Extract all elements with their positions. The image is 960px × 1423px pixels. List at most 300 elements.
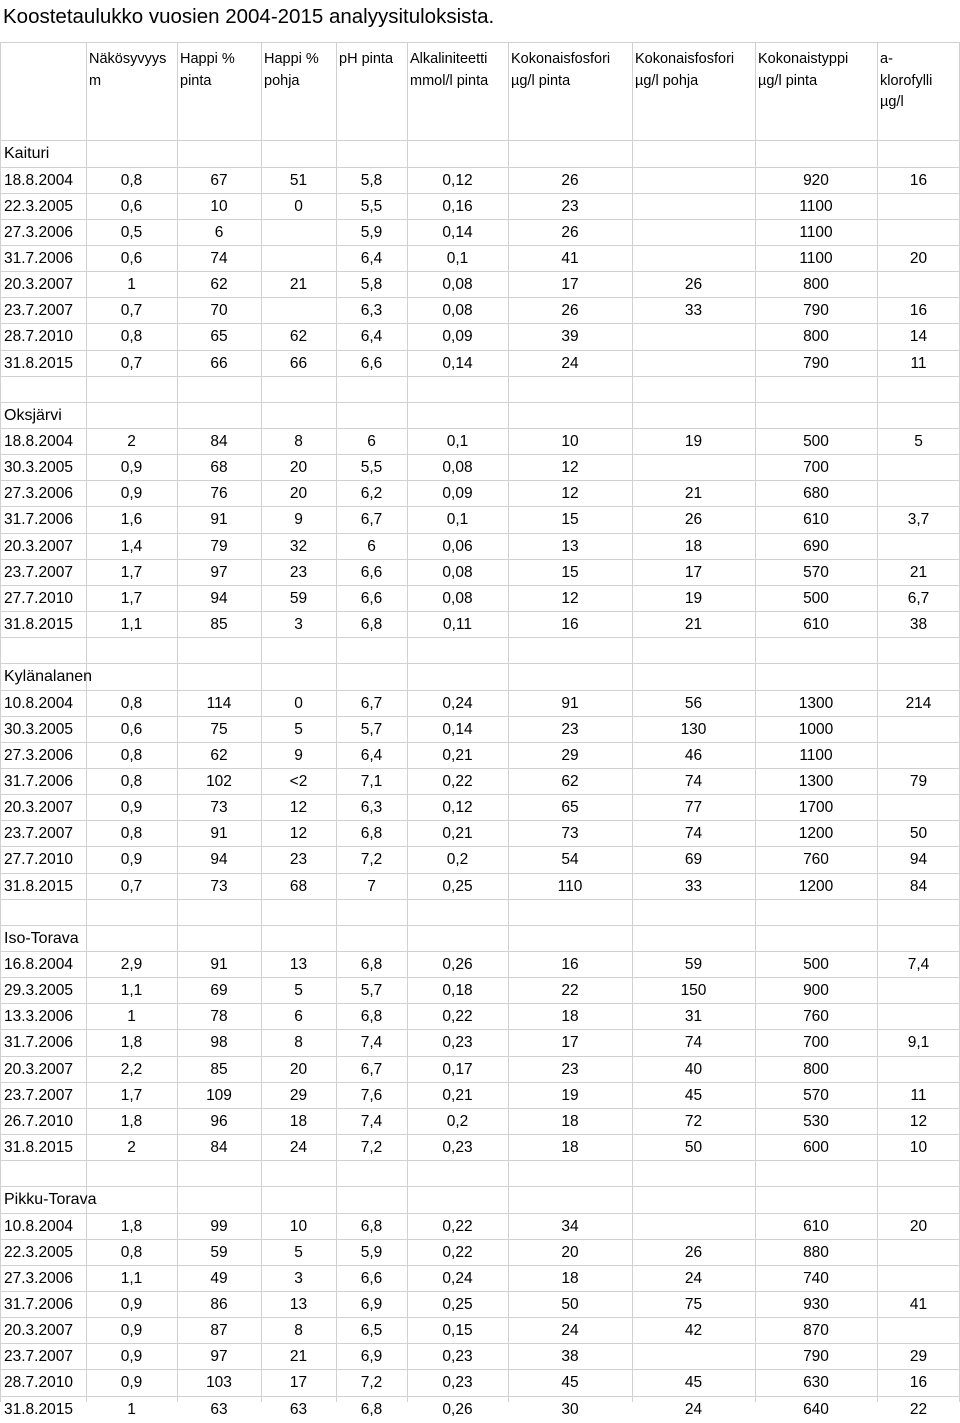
table-cell: 78 [210,1008,228,1026]
table-cell: 6,5 [360,1322,383,1340]
lake-name: Pikku-Torava [4,1191,97,1209]
row-date: 28.7.2010 [4,1374,73,1392]
table-cell: 1,6 [120,511,143,529]
column-header [180,49,260,92]
row-date: 16.8.2004 [4,956,73,973]
table-cell: 79 [909,772,928,790]
column-header-line: pinta [180,72,212,89]
row-date: 10.8.2004 [4,1217,73,1235]
row-date: 27.3.2006 [4,1269,73,1287]
table-cell: 75 [684,1295,703,1313]
table-cell: 18 [561,1269,579,1287]
table-cell: 24 [684,1269,703,1287]
table-cell: 1700 [798,799,834,817]
row-date: 20.3.2007 [4,1060,73,1078]
table-cell: 0,7 [120,302,143,320]
table-cell: 0,08 [442,589,473,607]
table-cell: 69 [210,982,228,1000]
table-cell: 76 [210,485,228,503]
table-cell: 2,2 [120,1060,143,1078]
table-cell: 9 [294,746,303,764]
table-cell: 50 [684,1139,703,1157]
column-header-line: µg/l [880,94,904,110]
table-cell: 6,8 [360,1400,383,1418]
table-cell: 8 [294,1322,303,1340]
table-cell: 0,9 [120,459,143,477]
column-header-line: Alkaliniteetti [410,51,488,67]
column-header-line: a- [880,51,893,67]
column-header-line: µg/l pohja [635,72,699,89]
table-cell: 3 [294,616,303,634]
row-date: 22.3.2005 [4,1243,73,1261]
table-cell: 94 [210,851,228,869]
table-cell: 67 [210,171,228,189]
table-cell: 1,7 [120,1086,143,1104]
table-cell: 0,08 [442,302,473,320]
table-cell: 20 [289,485,308,503]
row-date: 20.3.2007 [4,537,73,555]
table-cell: 0,7 [120,877,143,895]
table-cell: 63 [210,1400,228,1418]
row-date: 31.8.2015 [4,1139,73,1157]
table-cell: 0,9 [120,1374,143,1392]
table-cell: 74 [210,249,228,267]
table-cell: 50 [909,825,928,843]
table-cell: 5,7 [360,720,383,738]
column-header [89,49,176,92]
table-cell: 23 [289,563,308,581]
table-cell: 30 [561,1400,579,1418]
row-date: 27.7.2010 [4,589,73,607]
row-date: 31.7.2006 [4,249,73,267]
table-cell: 10 [289,1217,308,1235]
table-cell: 39 [561,328,579,346]
table-cell: 2 [127,433,136,450]
table-cell: 42 [684,1322,703,1340]
table-cell: 74 [684,825,703,843]
table-cell: 26 [684,276,703,294]
table-cell: 20 [561,1243,579,1261]
table-cell: 1,1 [120,616,143,634]
table-cell: 6,2 [360,485,383,503]
table-cell: 880 [803,1243,829,1261]
table-cell: 0,6 [120,720,143,738]
table-cell: 690 [803,537,829,555]
table-cell: 130 [680,720,707,738]
table-cell: 49 [210,1269,228,1287]
table-cell: 12 [561,459,579,477]
column-header-line: Kokonaistyppi [758,51,849,67]
table-cell: 0,6 [120,197,143,215]
table-cell: 0,5 [120,223,143,241]
table-cell: 33 [684,302,703,320]
table-cell: 84 [210,1139,228,1157]
row-date: 26.7.2010 [4,1112,73,1130]
table-cell: 65 [561,799,579,817]
table-cell: 16 [561,616,579,634]
table-cell: 0,08 [442,563,473,581]
table-cell: 6,6 [360,589,383,607]
table-cell: 0,09 [442,485,473,503]
table-cell: 700 [803,459,829,477]
row-date: 31.8.2015 [4,1400,73,1418]
table-cell: 97 [210,563,228,581]
table-cell: 21 [289,1348,308,1366]
table-cell: 110 [557,877,583,895]
table-cell: 22 [561,982,579,1000]
column-header [758,49,876,92]
column-header-line: µg/l pinta [511,72,571,89]
table-cell: 0,25 [442,1295,473,1313]
table-cell: 7,2 [360,1139,383,1157]
column-header-line: pH pinta [339,51,394,67]
table-cell: 2 [127,1139,136,1157]
table-cell: 6 [367,537,376,555]
table-cell: 0,9 [120,799,143,817]
table-cell: 0,2 [446,1112,469,1130]
table-cell: 3 [294,1269,303,1287]
table-cell: 6 [294,1008,303,1026]
table-cell: 41 [561,249,579,267]
row-date: 30.3.2005 [4,720,73,738]
row-date: 31.7.2006 [4,1034,73,1052]
table-cell: 19 [561,1086,579,1104]
table-cell: 0,23 [442,1374,473,1392]
table-cell: 7,2 [360,851,383,869]
table-cell: 29 [561,746,579,764]
table-cell: 680 [803,485,829,503]
table-cell: 0,23 [442,1139,473,1157]
table-cell: 98 [210,1034,228,1052]
table-cell: 91 [210,511,228,529]
table-cell: 26 [561,302,579,320]
table-cell: 610 [803,1217,829,1235]
table-cell: 0,22 [442,772,473,790]
table-cell: 85 [210,616,228,634]
table-cell: 17 [561,276,579,294]
table-cell: 2,9 [120,956,143,973]
table-cell: 6,6 [360,1269,383,1287]
table-cell: 0,26 [442,1400,473,1418]
column-header-line: Näkösyvyys [89,51,167,67]
lake-name: Kylänalanen [4,668,93,686]
table-cell: 5 [294,982,303,1000]
table-cell: 54 [561,851,579,869]
table-cell: 0,21 [442,1086,473,1104]
table-cell: 7 [367,877,376,895]
table-cell: 6,7 [907,589,930,607]
table-cell: 6,7 [360,694,383,712]
table-cell: 150 [680,982,707,1000]
column-header-line: Happi % [180,51,235,67]
table-cell: 790 [803,354,829,372]
table-cell: 0,14 [442,720,473,738]
table-cell: 1100 [799,223,833,241]
row-date: 20.3.2007 [4,799,73,817]
table-cell: 6,8 [360,825,383,843]
table-cell: 640 [803,1400,829,1418]
table-cell: 12 [561,485,579,503]
table-cell: 0,24 [442,1269,473,1287]
table-cell: 1,8 [120,1217,143,1235]
column-header-line: m [89,72,102,89]
table-cell: 0,18 [442,982,473,1000]
table-cell: 0,12 [442,799,473,817]
row-date: 23.7.2007 [4,1348,73,1366]
table-cell: 1,8 [120,1112,143,1130]
row-date: 27.3.2006 [4,485,73,503]
table-cell: 0,9 [120,1348,143,1366]
table-cell: 630 [803,1374,829,1392]
row-date: 18.8.2004 [4,433,73,450]
column-header [635,49,754,92]
table-cell: 0,08 [442,276,473,294]
table-cell: 0,9 [120,1295,143,1313]
table-cell: 6,8 [360,1008,383,1026]
table-cell: 9 [294,511,303,529]
table-cell: 0,7 [120,354,143,372]
column-header-line: mmol/l pinta [410,72,489,89]
table-cell: 18 [561,1112,579,1130]
table-cell: 0,12 [442,171,473,189]
table-cell: 610 [803,511,829,529]
table-cell: 73 [210,877,228,895]
table-cell: 5,9 [360,223,383,241]
table-cell: 18 [561,1008,579,1026]
table-cell: 500 [803,589,829,607]
table-cell: 21 [909,563,928,581]
table-cell: 7,2 [360,1374,383,1392]
table-cell: 26 [561,223,579,241]
table-cell: 7,4 [907,956,930,973]
column-header [410,49,507,92]
table-cell: 0,8 [120,746,143,764]
table-cell: 1100 [799,746,833,764]
table-cell: 17 [684,563,703,581]
column-header [511,49,631,92]
table-cell: 800 [803,1060,829,1078]
row-date: 23.7.2007 [4,1086,73,1104]
table-cell: 34 [561,1217,579,1235]
table-cell: 0,21 [442,825,473,843]
table-cell: 0,2 [446,851,469,869]
table-cell: 9,1 [907,1034,930,1052]
column-header-line: Kokonaisfosfori [511,51,611,67]
table-cell: 75 [210,720,228,738]
table-cell: 8 [294,1034,303,1052]
table-cell: 74 [684,772,703,790]
table-cell: 6,4 [360,328,383,346]
table-cell: 870 [803,1322,829,1340]
table-cell: 59 [210,1243,228,1261]
table-cell: 6 [214,223,224,241]
row-date: 31.7.2006 [4,511,73,529]
table-cell: 6,6 [360,563,383,581]
table-cell: 15 [561,563,579,581]
table-cell: 6,3 [360,799,383,817]
table-cell: 13 [561,537,579,555]
table-cell: 23 [289,851,308,869]
table-cell: 1,1 [120,1269,143,1287]
table-cell: 56 [684,694,703,712]
row-date: 22.3.2005 [4,197,73,215]
row-date: 31.7.2006 [4,772,73,790]
table-cell: 500 [803,956,829,973]
table-cell: 5,5 [360,459,383,477]
table-cell: 96 [210,1112,228,1130]
table-cell: 72 [684,1112,703,1130]
table-cell: 5 [294,1243,303,1261]
table-cell: 10 [210,197,228,215]
table-cell: 0,1 [446,511,469,529]
table-cell: 3,7 [907,511,930,529]
table-cell: 790 [803,302,829,320]
column-header-line: Kokonaisfosfori [635,51,735,67]
table-cell: 6,7 [360,1060,383,1078]
table-cell: 7,6 [360,1086,383,1104]
table-cell: 21 [684,616,703,634]
table-cell: 46 [684,746,703,764]
table-cell: 62 [210,276,228,294]
table-cell: 10 [561,433,579,450]
table-cell: 920 [803,171,829,189]
table-cell: 24 [289,1139,308,1157]
lake-name: Kaituri [4,145,50,163]
table-cell: 6,8 [360,616,383,634]
column-header-line: klorofylli [880,72,933,89]
row-date: 10.8.2004 [4,694,73,712]
row-date: 27.7.2010 [4,851,73,869]
table-cell: 6,9 [360,1295,383,1313]
column-header-line: µg/l pinta [758,72,818,89]
table-cell: 0,8 [120,772,143,790]
table-cell: 0,9 [120,851,143,869]
table-cell: 1,7 [120,589,143,607]
table-cell: 0,24 [442,694,473,712]
table-cell: 8 [294,433,303,450]
table-cell: 5,8 [360,171,383,189]
table-cell: 760 [803,851,829,869]
table-cell: 68 [210,459,228,477]
table-cell: 800 [803,276,829,294]
table-cell: 760 [803,1008,829,1026]
table-cell: 0,8 [120,171,143,189]
row-date: 31.7.2006 [4,1295,73,1313]
table-cell: 6,9 [360,1348,383,1366]
row-date: 27.3.2006 [4,223,73,241]
table-cell: 1100 [799,249,833,267]
row-date: 23.7.2007 [4,825,73,843]
page-title: Koostetaulukko vuosien 2004-2015 analyysituloksista. [3,5,495,28]
table-cell: 5,8 [360,276,383,294]
table-cell: 0,26 [442,956,473,973]
table-cell: 40 [684,1060,703,1078]
row-date: 31.8.2015 [4,354,73,372]
row-date: 31.8.2015 [4,877,73,895]
table-cell: 19 [684,589,703,607]
table-cell: 0,9 [120,1322,143,1340]
table-cell: 18 [289,1112,308,1130]
table-cell: 20 [289,459,308,477]
table-cell: 1100 [799,197,833,215]
table-cell: 38 [909,616,928,634]
table-cell: 0,9 [120,485,143,503]
table-cell: 5 [914,433,923,450]
table-cell: 74 [684,1034,703,1052]
table-cell: 0,06 [442,537,473,555]
table-cell: 20 [289,1060,308,1078]
table-cell: 1000 [798,720,834,738]
table-cell: 0,14 [442,223,473,241]
table-cell: 14 [909,328,928,346]
table-cell: 114 [206,694,232,712]
table-cell: 26 [684,1243,703,1261]
table-cell: 59 [289,589,308,607]
table-cell: 21 [289,276,308,294]
table-cell: 17 [289,1374,308,1392]
table-cell: 12 [289,825,308,843]
table-cell: 530 [803,1112,829,1130]
table-cell: 1200 [798,877,834,895]
row-date: 18.8.2004 [4,171,73,189]
table-cell: 38 [561,1348,579,1366]
table-cell: 26 [684,511,703,529]
table-cell: 1300 [798,772,834,790]
table-cell: 0,17 [442,1060,473,1078]
table-cell: 1,1 [120,982,143,1000]
table-cell: 16 [909,1374,928,1392]
table-cell: 29 [909,1348,928,1366]
table-cell: 99 [210,1217,228,1235]
table-cell: 33 [684,877,703,895]
table-cell: 77 [684,799,703,817]
table-cell: 0,1 [446,249,469,267]
table-cell: 26 [561,171,579,189]
row-date: 20.3.2007 [4,276,73,294]
table-cell: 45 [561,1374,579,1392]
table-cell: 73 [561,825,579,843]
lake-name: Oksjärvi [4,406,62,424]
table-cell: 5,9 [360,1243,383,1261]
column-header [339,49,406,71]
table-cell: 1,8 [120,1034,143,1052]
table-cell: 23 [561,197,579,215]
table-cell: 7,1 [360,772,383,790]
table-cell: 0,25 [442,877,473,895]
table-cell: 0,09 [442,328,473,346]
table-cell: 94 [909,851,928,869]
row-date: 30.3.2005 [4,459,73,477]
table-cell: 11 [910,354,927,372]
table-cell: 12 [561,589,579,607]
table-cell: 0,22 [442,1217,473,1235]
table-cell: 0,14 [442,354,473,372]
table-cell: 68 [289,877,308,895]
table-cell: 84 [210,433,228,450]
row-date: 29.3.2005 [4,982,73,1000]
table-cell: 790 [803,1348,829,1366]
table-cell: 19 [684,433,703,450]
table-cell: 1300 [798,694,834,712]
table-cell: 12 [909,1112,928,1130]
table-cell: 0,8 [120,328,143,346]
table-cell: 65 [210,328,228,346]
table-cell: 6,7 [360,511,383,529]
table-cell: 5,5 [360,197,383,215]
table-cell: 22 [909,1400,928,1418]
table-cell: 0 [294,197,303,215]
table-cell: 12 [289,799,308,817]
